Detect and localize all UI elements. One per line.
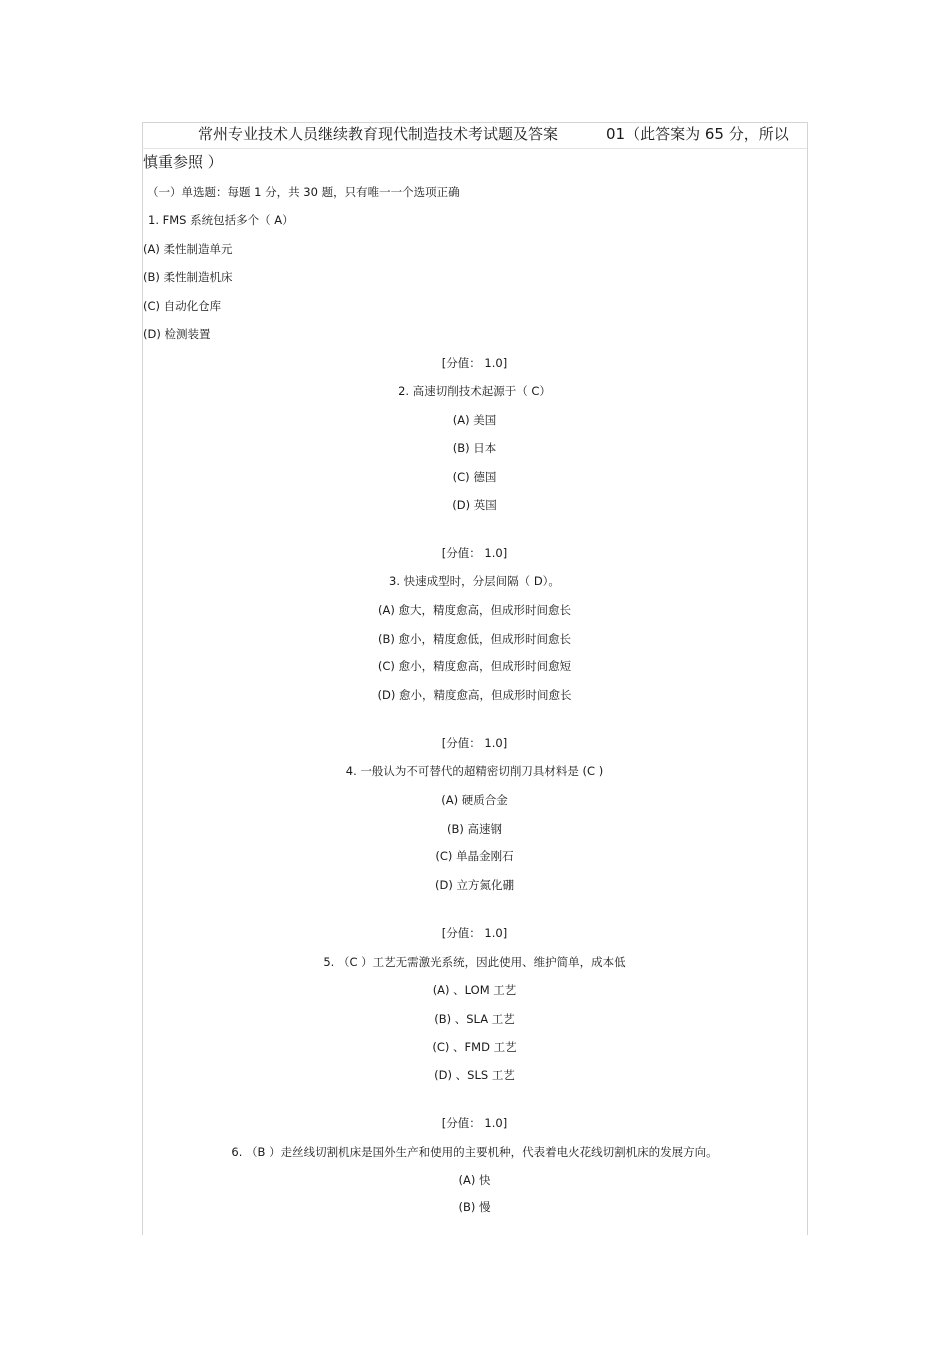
question-2-option-c: (C) 德国	[452, 470, 497, 484]
question-1-option-d: (D) 检测装置	[143, 327, 211, 341]
question-5-score: [分值： 1.0]	[441, 1116, 508, 1130]
question-5-option-b: (B) 、SLA 工艺	[434, 1012, 515, 1026]
question-3-option-b: (B) 愈小，精度愈低，但成形时间愈长	[377, 632, 572, 646]
question-5-option-a: (A) 、LOM 工艺	[432, 983, 517, 997]
question-1-option-b: (B) 柔性制造机床	[143, 270, 233, 284]
question-6-stem: 6. （B ）走丝线切割机床是国外生产和使用的主要机种，代表着电火花线切割机床的发展方向。	[231, 1145, 718, 1159]
question-2-score: [分值： 1.0]	[441, 546, 508, 560]
question-4-option-c: (C) 单晶金刚石	[435, 849, 514, 863]
section-heading: （一）单选题：每题 1 分，共 30 题，只有唯一一个选项正确	[147, 185, 460, 199]
question-1-score: [分值： 1.0]	[441, 356, 508, 370]
question-4-stem: 4. 一般认为不可替代的超精密切削刀具材料是 (C )	[345, 764, 604, 778]
question-2-stem: 2. 高速切削技术起源于（ C）	[398, 384, 551, 398]
title-bottom-rule	[142, 148, 807, 149]
question-4-option-d: (D) 立方氮化硼	[435, 878, 514, 892]
question-1-option-a: (A) 柔性制造单元	[143, 242, 233, 256]
document-title-suffix: 01（此答案为 65 分，所以	[606, 125, 789, 143]
question-5-option-d: (D) 、SLS 工艺	[434, 1068, 515, 1082]
question-3-option-d: (D) 愈小，精度愈高，但成形时间愈长	[377, 688, 572, 702]
question-2-option-a: (A) 美国	[452, 413, 497, 427]
document-title: 常州专业技术人员继续教育现代制造技术考试题及答案	[198, 125, 559, 143]
document-title-continuation: 慎重参照 ）	[143, 153, 223, 171]
question-4-option-b: (B) 高速钢	[446, 822, 503, 836]
question-6-option-a: (A) 快	[458, 1173, 491, 1187]
question-2-option-b: (B) 日本	[452, 441, 497, 455]
question-5-option-c: (C) 、FMD 工艺	[432, 1040, 517, 1054]
question-1-option-c: (C) 自动化仓库	[143, 299, 222, 313]
question-4-score: [分值： 1.0]	[441, 926, 508, 940]
question-3-score: [分值： 1.0]	[441, 736, 508, 750]
question-1-stem: 1. FMS 系统包括多个（ A）	[148, 213, 294, 227]
question-4-option-a: (A) 硬质合金	[441, 793, 508, 807]
question-3-stem: 3. 快速成型时，分层间隔（ D）。	[389, 574, 560, 588]
question-6-option-b: (B) 慢	[458, 1200, 491, 1214]
title-top-rule	[142, 122, 807, 123]
question-3-option-a: (A) 愈大，精度愈高，但成形时间愈长	[378, 603, 571, 617]
question-5-stem: 5. （C ）工艺无需激光系统，因此使用、维护简单，成本低	[323, 955, 626, 969]
question-2-option-d: (D) 英国	[452, 498, 497, 512]
question-3-option-c: (C) 愈小，精度愈高，但成形时间愈短	[377, 659, 572, 673]
